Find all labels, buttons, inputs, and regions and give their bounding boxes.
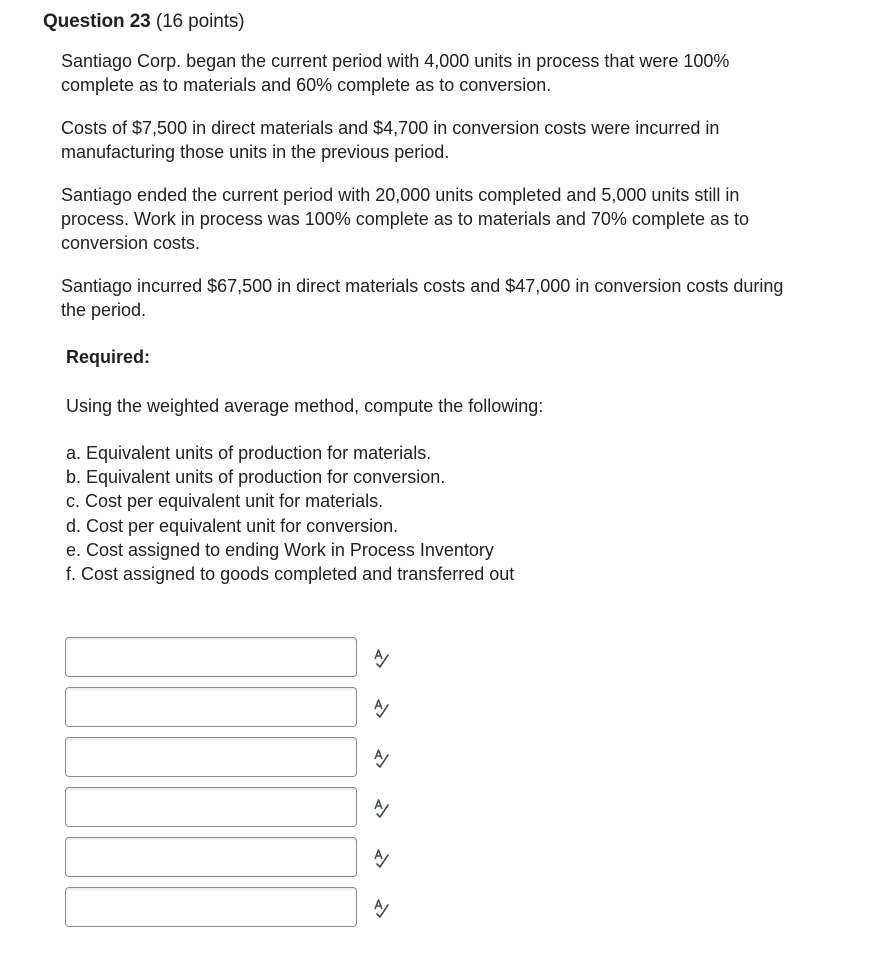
- question-header: [43, 11, 245, 33]
- spell-check-icon[interactable]: [371, 847, 393, 869]
- answer-input-e[interactable]: [65, 837, 357, 877]
- requirement-item: b. Equivalent units of production for conversion.: [66, 467, 446, 488]
- answer-input-a[interactable]: [65, 637, 357, 677]
- problem-paragraph-4: Santiago incurred $67,500 in direct materials costs and $47,000 in conversion costs during the period.: [61, 276, 784, 320]
- requirement-item: c. Cost per equivalent unit for materials.: [66, 491, 384, 512]
- requirements-list: [66, 441, 514, 586]
- requirement-item: a. Equivalent units of production for materials.: [66, 443, 432, 463]
- instructions-text: Using the weighted average method, compute the following:: [66, 396, 544, 416]
- problem-paragraph-2: Costs of $7,500 in direct materials and $4,700 in conversion costs were incurred in manufacturing those units in the previous period.: [61, 118, 720, 162]
- spell-check-icon[interactable]: [371, 647, 393, 669]
- answer-input-b[interactable]: [65, 687, 357, 727]
- answer-input-f[interactable]: [65, 887, 357, 927]
- requirement-item: e. Cost assigned to ending Work in Process Inventory: [66, 539, 494, 560]
- requirement-item: f. Cost assigned to goods completed and transferred out: [66, 564, 515, 585]
- spell-check-icon[interactable]: [371, 897, 393, 919]
- problem-paragraph-1: Santiago Corp. began the current period with 4,000 units in process that were 100% complete as to materials and 60% complete as to conversion.: [61, 51, 730, 95]
- problem-paragraph-3: Santiago ended the current period with 20,000 units completed and 5,000 units still in process. Work in process was 100% complete as to materials and 70% complete as to conversion costs.: [61, 185, 749, 253]
- question-number: Question 23: [43, 11, 151, 32]
- answer-input-d[interactable]: [65, 787, 357, 827]
- spell-check-icon[interactable]: [371, 797, 393, 819]
- spell-check-icon[interactable]: [371, 697, 393, 719]
- answer-input-c[interactable]: [65, 737, 357, 777]
- spell-check-icon[interactable]: [371, 747, 393, 769]
- required-heading: Required:: [66, 347, 151, 367]
- requirement-item: d. Cost per equivalent unit for conversion.: [66, 515, 399, 536]
- question-points: (16 points): [155, 11, 245, 32]
